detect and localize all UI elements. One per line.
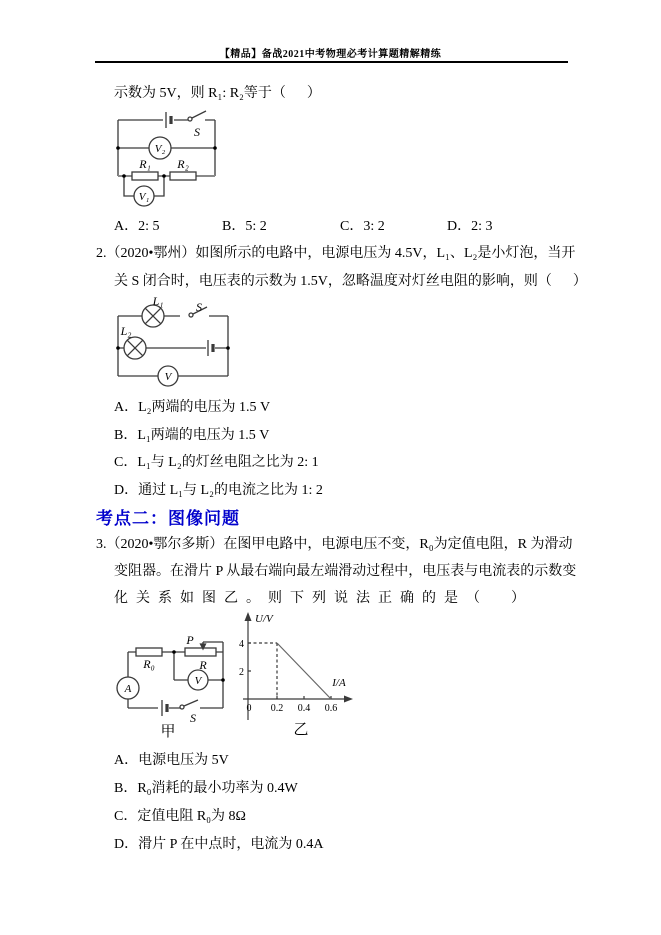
circuit-figure-q1 [110, 108, 245, 208]
ammeter-label: A [124, 683, 132, 695]
x-axis-label: I/A [332, 677, 346, 689]
resistor-r2-label: R₂ [177, 157, 189, 171]
resistor-r0 [136, 648, 162, 656]
q3-option-d: D．滑片 P 在中点时，电流为 0.4A [114, 837, 324, 852]
resistor-r0-label: R₀ [143, 657, 155, 671]
q1-option-b: B．5: 2 [222, 219, 267, 234]
junction-dot [116, 146, 120, 150]
voltmeter-label: V [164, 371, 172, 383]
junction-dot [172, 650, 176, 654]
circuit-figure-q3 [106, 616, 238, 740]
q3-question-line3: 化关系如图乙。则下列说法正确的是（ ） [114, 591, 533, 606]
section-heading: 考点二：图像问题 [96, 509, 240, 528]
q2-option-a: A．L₂两端的电压为 1.5 V [114, 400, 271, 415]
switch-icon [184, 700, 198, 706]
q3-option-c: C．定值电阻 R₀为 8Ω [114, 809, 246, 824]
q2-question-line2: 关 S 闭合时，电压表的示数为 1.5V，忽略温度对灯丝电阻的影响，则（ ） [114, 274, 587, 289]
junction-dot [226, 346, 230, 350]
q3-question-line1: 3.（2020•鄂尔多斯）在图甲电路中，电源电压不变，R₀为定值电阻，R 为滑动 [96, 537, 573, 552]
y-tick-label-4: 4 [239, 639, 244, 650]
q3-question-line2: 变阻器。在滑片 P 从最右端向最左端滑动过程中，电压表与电流表的示数变 [114, 564, 577, 579]
x-tick-label-04: 0.4 [297, 703, 311, 714]
switch-icon [192, 111, 206, 118]
header-rule [95, 61, 568, 63]
page-header-title: 【精品】备战2021中考物理必考计算题精解精练 [219, 49, 442, 60]
q1-option-a: A．2: 5 [114, 219, 160, 234]
graph-caption-yi: 乙 [293, 722, 309, 738]
graph-figure-q3 [235, 608, 357, 738]
circuit-figure-q2 [110, 296, 235, 392]
junction-dot [221, 678, 225, 682]
voltmeter-v1-label: V₁ [138, 191, 150, 203]
lamp-l2-label: L₂ [120, 324, 132, 338]
x-tick-label-06: 0.6 [324, 703, 338, 714]
x-tick-label-0: 0 [246, 703, 252, 714]
y-axis-arrow [245, 612, 252, 621]
x-tick-label-02: 0.2 [270, 703, 284, 714]
junction-dot [122, 174, 126, 178]
junction-dot [116, 346, 120, 350]
rheostat-icon [185, 648, 216, 656]
lamp-l1-label: L₁ [152, 296, 164, 308]
resistor-r1 [132, 172, 158, 180]
q2-option-d: D．通过 L₁与 L₂的电流之比为 1: 2 [114, 483, 323, 498]
junction-dot [213, 146, 217, 150]
voltmeter-label: V [194, 675, 202, 687]
rheostat-label: R [199, 658, 207, 672]
q1-option-d: D．2: 3 [447, 219, 493, 234]
q3-option-a: A．电源电压为 5V [114, 753, 229, 768]
resistor-r2 [170, 172, 196, 180]
switch-label: S [194, 125, 200, 139]
switch-label: S [196, 300, 202, 314]
y-tick-label-2: 2 [239, 667, 244, 678]
switch-label: S [190, 711, 196, 725]
switch-icon [188, 117, 192, 121]
q2-question-line1: 2.（2020•鄂州）如图所示的电路中，电源电压为 4.5V，L₁、L₂是小灯泡，当开 [96, 246, 576, 261]
q1-option-c: C．3: 2 [340, 219, 385, 234]
resistor-r1-label: R₁ [139, 157, 151, 171]
switch-icon [189, 313, 193, 317]
slider-label: P [186, 633, 194, 647]
switch-icon [180, 705, 184, 709]
circuit-caption-jia: 甲 [160, 724, 176, 740]
junction-dot [162, 174, 166, 178]
voltmeter-v2-label: V₂ [154, 143, 166, 155]
x-axis-arrow [344, 696, 353, 703]
y-axis-label: U/V [255, 613, 273, 625]
q3-option-b: B．R₀消耗的最小功率为 0.4W [114, 781, 298, 796]
q1-stem: 示数为 5V，则 R₁: R₂等于（ ） [114, 86, 321, 101]
q2-option-c: C．L₁与 L₂的灯丝电阻之比为 2: 1 [114, 455, 319, 470]
data-line [277, 643, 331, 699]
q2-option-b: B．L₁两端的电压为 1.5 V [114, 428, 270, 443]
